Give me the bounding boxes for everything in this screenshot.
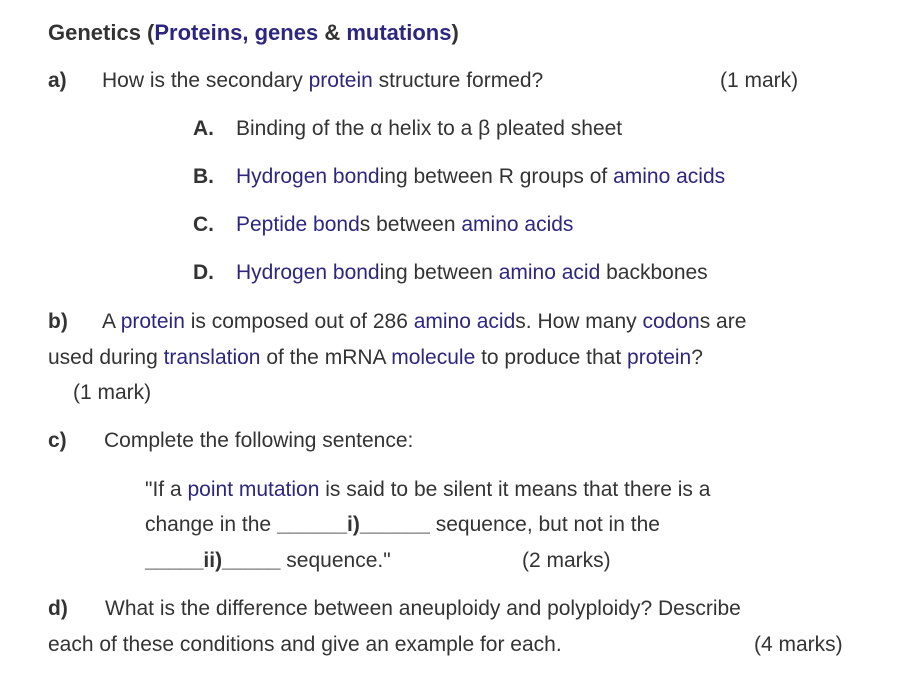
question-text: is composed out of 286 [184, 310, 414, 333]
title-text: Genetics ( [48, 20, 155, 45]
option-text: Binding of the α helix to a β pleated sheet [236, 117, 623, 140]
option-c [193, 212, 573, 238]
question-b-line1 [48, 309, 746, 335]
question-text: structure formed? [372, 69, 544, 92]
question-d-line1 [48, 596, 741, 622]
option-a [193, 116, 622, 142]
question-d-marks: (4 marks) [754, 633, 843, 656]
option-b [193, 164, 725, 190]
question-d-line2: each of these conditions and give an example for each. [48, 633, 562, 656]
keyword-amino-acids[interactable]: amino acids [613, 165, 726, 188]
question-c [48, 428, 413, 454]
question-b-marks: (1 mark) [73, 381, 152, 404]
keyword-protein[interactable]: protein [120, 310, 185, 333]
option-letter: C. [193, 213, 214, 236]
keyword-molecule[interactable]: molecule [391, 346, 476, 369]
sentence-text: sequence." [280, 549, 391, 572]
option-text: backbones [600, 261, 708, 284]
keyword-amino-acids[interactable]: amino acids [461, 213, 574, 236]
keyword-protein[interactable]: protein [308, 69, 373, 92]
keyword-codon[interactable]: codon [642, 310, 700, 333]
sentence-text: "If a [145, 478, 188, 501]
title-text: ) [451, 20, 459, 45]
question-a [48, 68, 543, 94]
keyword-protein[interactable]: protein [627, 346, 692, 369]
keyword-amino-acid[interactable]: amino acid [413, 310, 516, 333]
question-b-line2 [48, 345, 703, 371]
keyword-hydrogen-bond[interactable]: Hydrogen bond [236, 261, 380, 284]
question-text: used during [48, 346, 164, 369]
sentence-line3 [145, 548, 391, 574]
question-c-label: c) [48, 429, 67, 452]
option-text: s between [359, 213, 462, 236]
title-keyword-mutations[interactable]: mutations [346, 20, 452, 45]
question-b-label: b) [48, 310, 68, 333]
option-d [193, 260, 708, 286]
question-text: s are [699, 310, 747, 333]
question-text: What is the difference between aneuploidy and polyploidy? Describe [105, 597, 741, 620]
keyword-translation[interactable]: translation [163, 346, 261, 369]
question-text: Complete the following sentence: [104, 429, 414, 452]
keyword-amino-acid[interactable]: amino acid [498, 261, 601, 284]
question-text: How is the secondary [102, 69, 309, 92]
question-a-label: a) [48, 69, 67, 92]
sentence-text: is said to be silent it means that there is a [319, 478, 711, 501]
sentence-text: change in the [145, 513, 277, 536]
sentence-line2 [145, 512, 660, 538]
question-a-marks: (1 mark) [720, 69, 799, 92]
question-text: to produce that [475, 346, 628, 369]
question-text: of the mRNA [260, 346, 392, 369]
keyword-point-mutation[interactable]: point mutation [187, 478, 320, 501]
question-text: s. How many [515, 310, 643, 333]
question-d-label: d) [48, 597, 68, 620]
question-text: A [102, 310, 121, 333]
option-text: ing between R groups of [379, 165, 614, 188]
option-letter: B. [193, 165, 214, 188]
option-text: ing between [379, 261, 499, 284]
title-text: & [318, 20, 347, 45]
question-c-marks: (2 marks) [522, 549, 611, 572]
page-title [48, 20, 459, 46]
option-letter: A. [193, 117, 214, 140]
keyword-hydrogen-bond[interactable]: Hydrogen bond [236, 165, 380, 188]
blank-i: ______i)______ [276, 513, 430, 536]
blank-ii: _____ii)_____ [145, 549, 281, 572]
question-text: ? [691, 346, 703, 369]
sentence-text: sequence, but not in the [429, 513, 660, 536]
option-letter: D. [193, 261, 214, 284]
keyword-peptide-bond[interactable]: Peptide bond [236, 213, 360, 236]
sentence-line1 [145, 477, 710, 503]
title-keyword-proteins-genes[interactable]: Proteins, genes [154, 20, 319, 45]
